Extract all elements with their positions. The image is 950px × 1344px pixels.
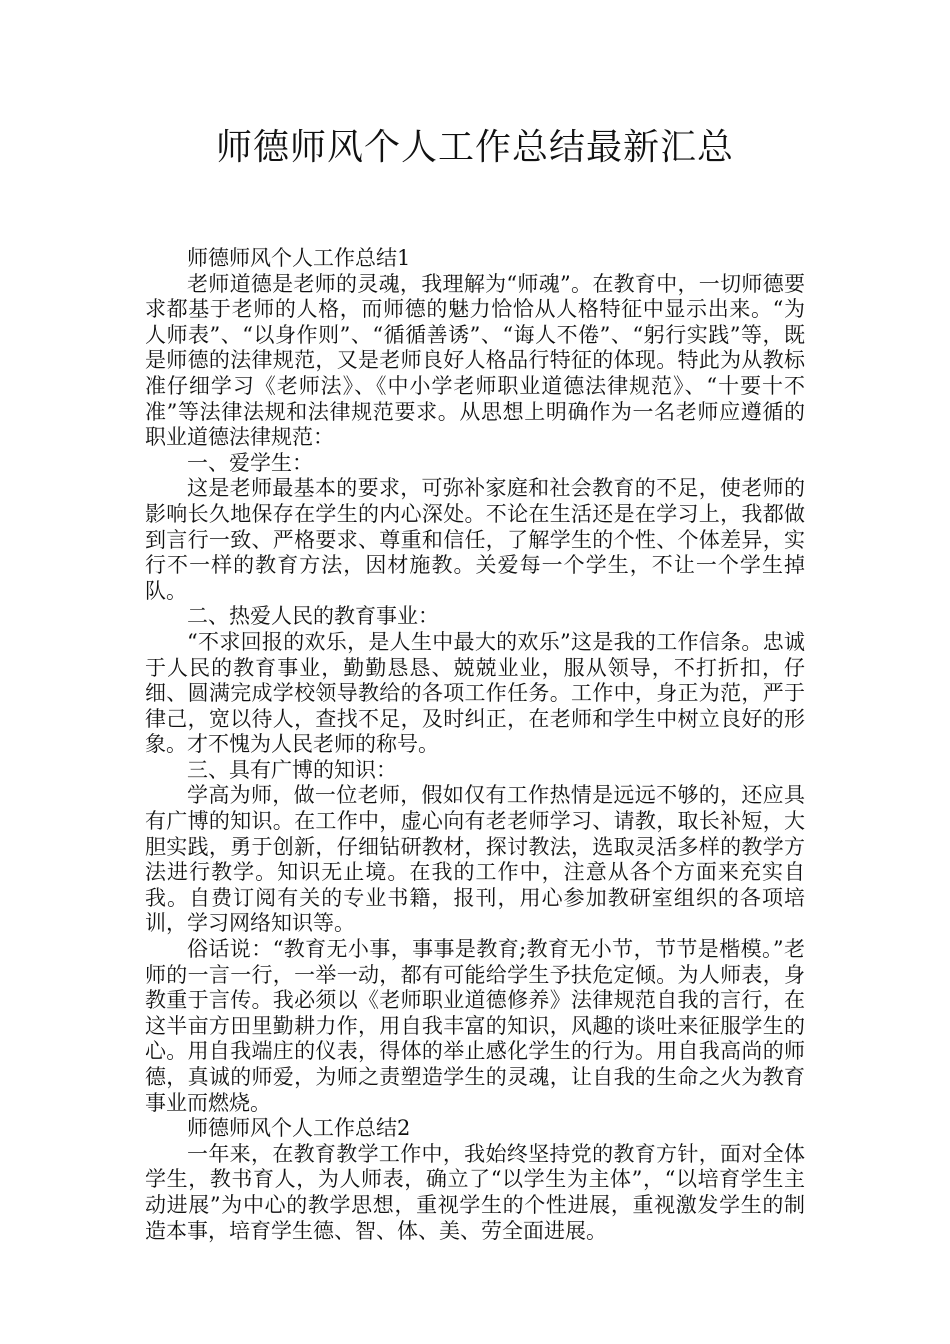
paragraph: 一年来，在教育教学工作中，我始终坚持党的教育方针，面对全体学生，教书育人，为人师表，确立了“以学生为主体”，“以培育学生主动进展”为中心的教学思想，重视学生的个性进展，重视激发学生的制造本事，培育学生德、智、体、美、劳全面进展。 <box>145 1141 805 1243</box>
subheading-broad-knowledge: 三、具有广博的知识： <box>187 757 397 782</box>
document-body <box>145 246 805 1244</box>
paragraph: 俗话说：“教育无小事，事事是教育;教育无小节，节节是楷模。”老师的一言一行，一举一动，都有可能给学生予扶危定倾。为人师表，身教重于言传。我必须以《老师职业道德修养》法律规范自我的言行，在这半亩方田里勤耕力作，用自我丰富的知识，风趣的谈吐来征服学生的心。用自我端庄的仪表，得体的举止感化学生的行为。用自我高尚的师德，真诚的师爱，为师之责塑造学生的灵魂，让自我的生命之火为教育事业而燃烧。 <box>145 937 805 1115</box>
subheading-love-education: 二、热爱人民的教育事业： <box>187 604 439 629</box>
section-heading-2: 师德师风个人工作总结2 <box>187 1116 411 1141</box>
paragraph: “不求回报的欢乐，是人生中最大的欢乐”这是我的工作信条。忠诚于人民的教育事业，勤勤恳恳、兢兢业业，服从领导，不打折扣，仔细、圆满完成学校领导教给的各项工作任务。工作中，身正为范，严于律己，宽以待人，查找不足，及时纠正，在老师和学生中树立良好的形象。才不愧为人民老师的称号。 <box>145 629 805 757</box>
section-heading-1: 师德师风个人工作总结1 <box>187 246 411 270</box>
paragraph: 学高为师，做一位老师，假如仅有工作热情是远远不够的，还应具有广博的知识。在工作中，虚心向有老老师学习、请教，取长补短，大胆实践，勇于创新，仔细钻研教材，探讨教法，选取灵活多样的教学方法进行教学。知识无止境。在我的工作中，注意从各个方面来充实自我。自费订阅有关的专业书籍，报刊，用心参加教研室组织的各项培训，学习网络知识等。 <box>145 783 805 936</box>
paragraph: 这是老师最基本的要求，可弥补家庭和社会教育的不足，使老师的影响长久地保存在学生的内心深处。不论在生活还是在学习上，我都做到言行一致、严格要求、尊重和信任，了解学生的个性、个体差异，实行不一样的教育方法，因材施教。关爱每一个学生，不让一个学生掉队。 <box>145 476 805 603</box>
paragraph: 老师道德是老师的灵魂，我理解为“师魂”。在教育中，一切师德要求都基于老师的人格，而师德的魅力恰恰从人格特征中显示出来。“为人师表”、“以身作则”、“循循善诱”、“诲人不倦”、“躬行实践”等，既是师德的法律规范，又是老师良好人格品行特征的体现。特此为从教标准仔细学习《老师法》、《中小学老师职业道德法律规范》、“十要十不准”等法律法规和法律规范要求。从思想上明确作为一名老师应遵循的职业道德法律规范： <box>145 271 805 450</box>
document-title: 师德师风个人工作总结最新汇总 <box>215 127 734 168</box>
subheading-love-students: 一、爱学生： <box>187 450 313 475</box>
